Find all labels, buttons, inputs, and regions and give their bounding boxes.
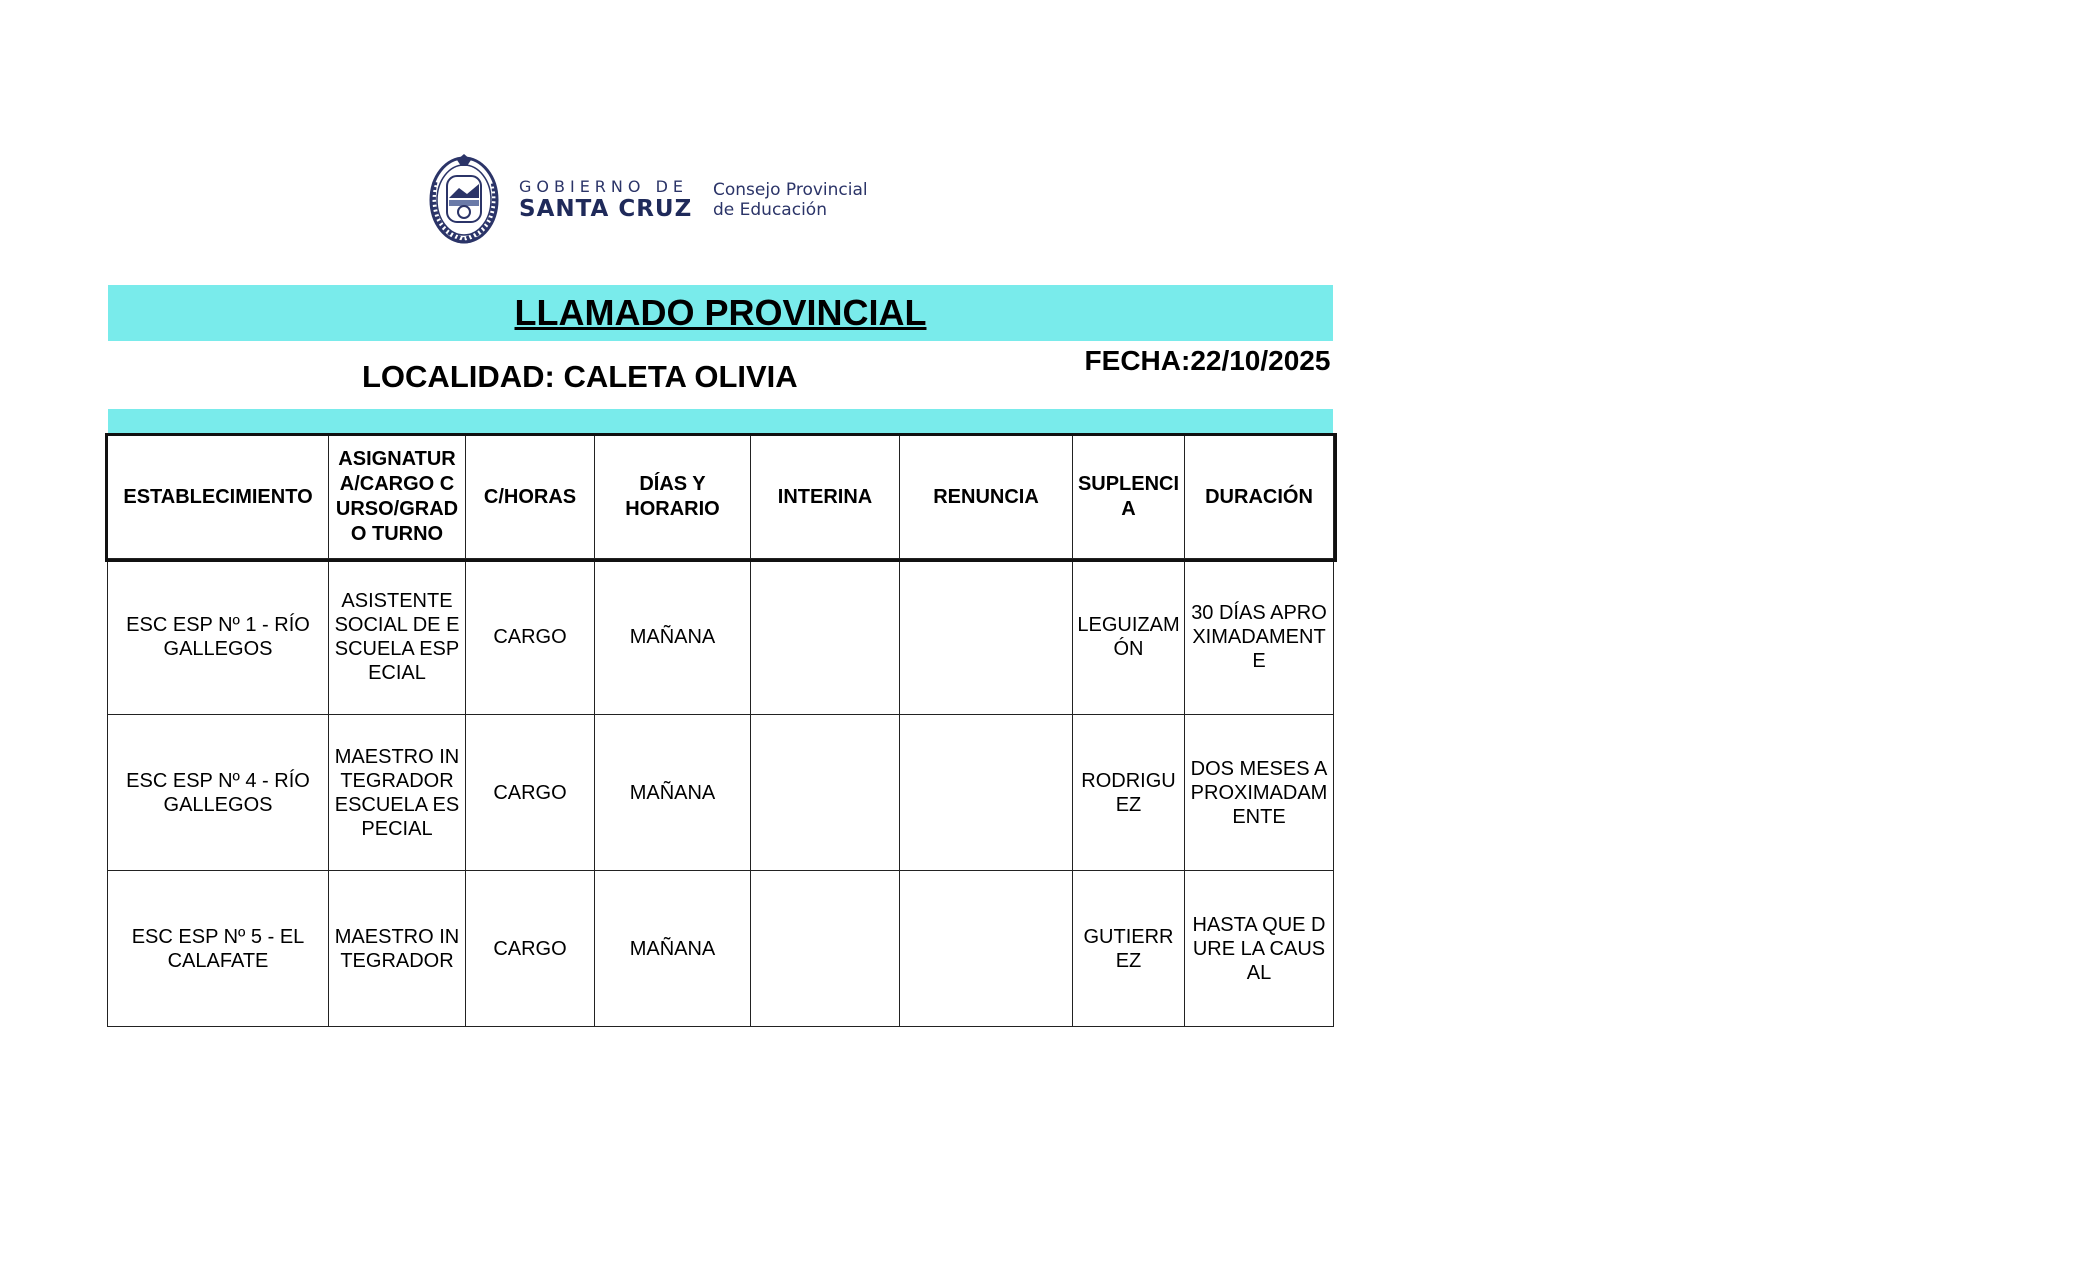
- cell-asignatura: MAESTRO INTEGRADOR ESCUELA ESPECIAL: [329, 715, 466, 871]
- table-header-row: [108, 436, 1334, 559]
- cell-establecimiento: ESC ESP Nº 5 - EL CALAFATE: [108, 871, 329, 1027]
- header-renuncia: RENUNCIA: [900, 436, 1073, 559]
- gov-line1: GOBIERNO DE: [519, 177, 688, 196]
- header-dias-horario: DÍAS Y HORARIO: [595, 436, 751, 559]
- government-wordmark: [519, 178, 692, 222]
- cell-establecimiento: ESC ESP Nº 1 - RÍO GALLEGOS: [108, 559, 329, 715]
- header-duracion: DURACIÓN: [1185, 436, 1334, 559]
- localidad-label: LOCALIDAD: CALETA OLIVIA: [362, 359, 798, 394]
- cell-renuncia: [900, 871, 1073, 1027]
- header-interina: INTERINA: [751, 436, 900, 559]
- council-line1: Consejo Provincial: [713, 180, 868, 200]
- cell-establecimiento: ESC ESP Nº 4 - RÍO GALLEGOS: [108, 715, 329, 871]
- cell-duracion: 30 DÍAS APROXIMADAMENTE: [1185, 559, 1334, 715]
- cell-duracion: HASTA QUE DURE LA CAUSAL: [1185, 871, 1334, 1027]
- cell-interina: [751, 559, 900, 715]
- cell-interina: [751, 871, 900, 1027]
- header-suplencia: SUPLENCIA: [1073, 436, 1185, 559]
- fecha-label: FECHA:22/10/2025: [1084, 345, 1331, 376]
- cell-asignatura: MAESTRO INTEGRADOR: [329, 871, 466, 1027]
- cell-horas: CARGO: [466, 715, 595, 871]
- header-horas: C/HORAS: [466, 436, 595, 559]
- table-row: [108, 871, 1334, 1027]
- table-row: [108, 715, 1334, 871]
- cell-duracion: DOS MESES APROXIMADAMENTE: [1185, 715, 1334, 871]
- council-line2: de Educación: [713, 200, 827, 220]
- cell-dias-horario: MAÑANA: [595, 559, 751, 715]
- cell-suplencia: RODRIGUEZ: [1073, 715, 1185, 871]
- page-title: LLAMADO PROVINCIAL: [514, 292, 927, 333]
- cell-asignatura: ASISTENTE SOCIAL DE ESCUELA ESPECIAL: [329, 559, 466, 715]
- cell-interina: [751, 715, 900, 871]
- vacancies-table: [107, 435, 1334, 1027]
- cell-renuncia: [900, 715, 1073, 871]
- government-logo: [427, 152, 917, 246]
- header-asignatura: ASIGNATURA/CARGO CURSO/GRADO TURNO: [329, 436, 466, 559]
- cell-horas: CARGO: [466, 559, 595, 715]
- cell-horas: CARGO: [466, 871, 595, 1027]
- cell-dias-horario: MAÑANA: [595, 715, 751, 871]
- table-row: [108, 559, 1334, 715]
- cell-suplencia: LEGUIZAMÓN: [1073, 559, 1185, 715]
- council-wordmark: [713, 180, 868, 220]
- header-establecimiento: ESTABLECIMIENTO: [108, 436, 329, 559]
- separator-band: [108, 409, 1333, 433]
- cell-suplencia: GUTIERREZ: [1073, 871, 1185, 1027]
- cell-dias-horario: MAÑANA: [595, 871, 751, 1027]
- provincial-crest-icon: [427, 152, 501, 246]
- cell-renuncia: [900, 559, 1073, 715]
- gov-line2: SANTA CRUZ: [519, 196, 693, 222]
